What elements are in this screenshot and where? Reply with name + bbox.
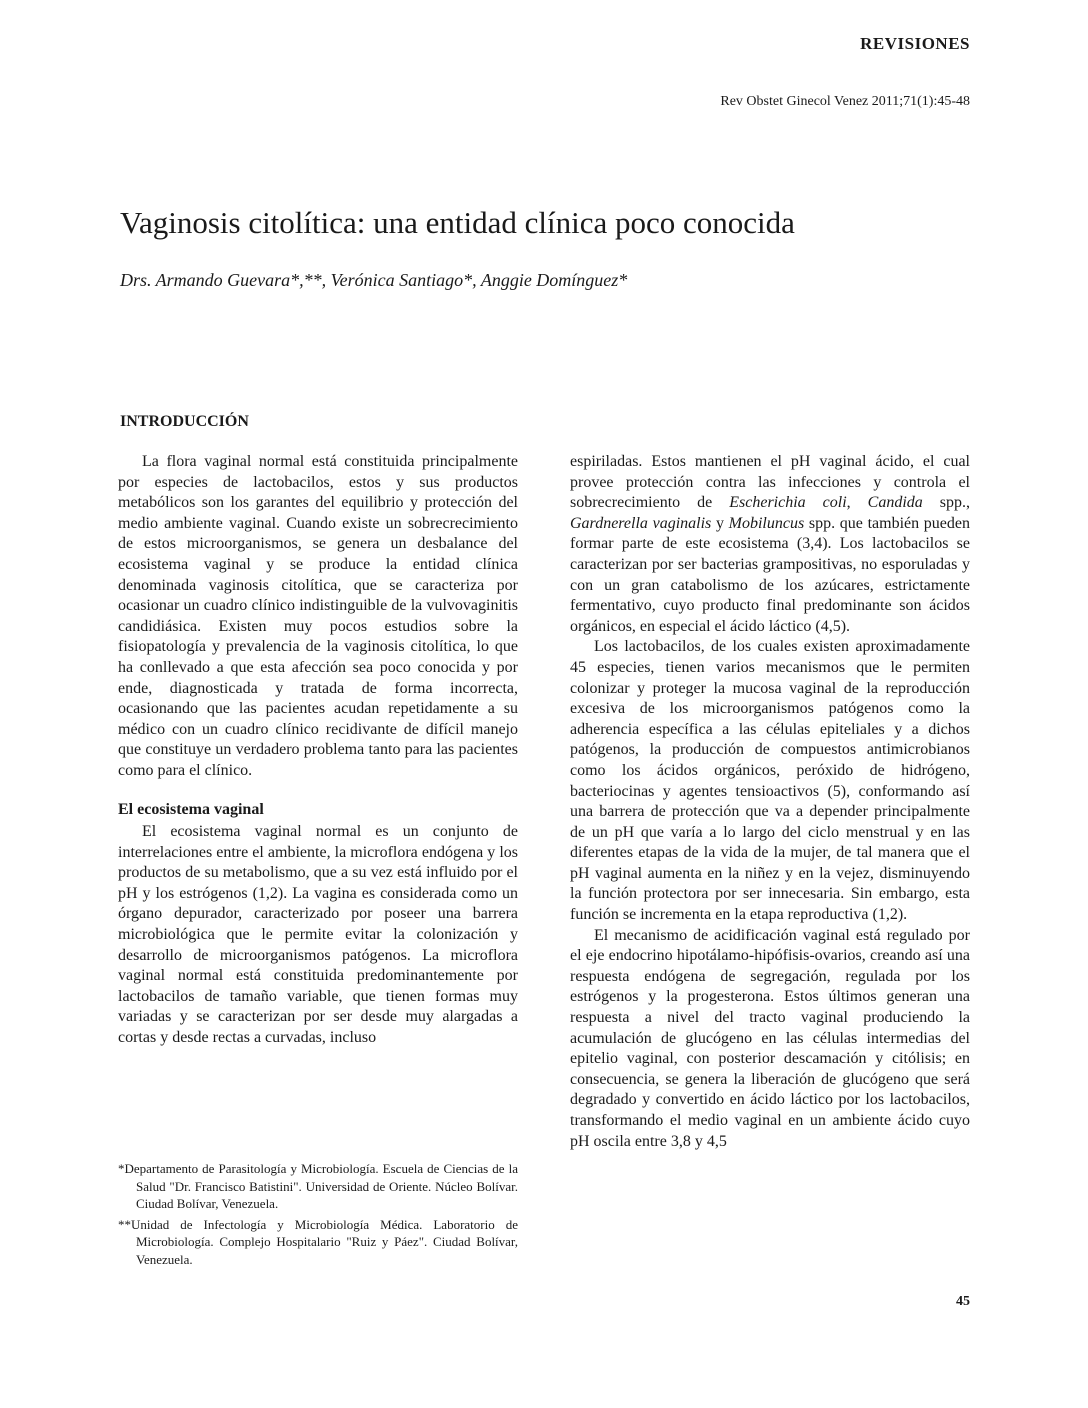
journal-citation: Rev Obstet Ginecol Venez 2011;71(1):45-48 <box>720 94 970 109</box>
section-label: REVISIONES <box>860 34 970 53</box>
affiliation-footnotes <box>118 1160 518 1271</box>
species-name: Escherichia coli <box>729 494 847 512</box>
intro-paragraph: La flora vaginal normal está constituida principalmente por especies de lactobacilos, estos y sus productos metabólicos son los garantes del equilibrio y protección del medio ambiente vaginal. Cuando existe un sobrecrecimiento de estos microorganismos, se genera un desbalance del ecosistema vaginal y se produce la entidad clínica denominada vaginosis citolítica, que se caracteriza por ocasionar un cuadro clínico indistinguible de la vulvovaginitis candidiásica. Existen muy pocos estudios sobre la fisiopatología y prevalencia de la vaginosis citolítica, lo que ha conllevado a que esta afección sea poco conocida y por ende, diagnosticada y tratada de forma incorrecta, ocasionando que las pacientes acudan repetidamente a su médico con un cuadro clínico recidivante de difícil manejo que constituye un verdadero problema tanto para las pacientes como para el clínico. <box>118 453 518 779</box>
footnote-affiliation-2: **Unidad de Infectología y Microbiología Médica. Laboratorio de Microbiología. Complejo Hospitalario "Ruiz y Páez". Ciudad Bolívar, Venezuela. <box>118 1216 518 1267</box>
section-heading-introduction: INTRODUCCIÓN <box>120 413 249 430</box>
subsection-heading-ecosystem: El ecosistema vaginal <box>118 800 264 818</box>
text-run: spp. que también pueden formar parte de este ecosistema (3,4). Los lactobacilos se caracterizan por ser bacterias grampositivas, no esporuladas y con un gran catabolismo de los azúcares, estrictamente fermentativo, cuyo producto final predominante son ácidos orgánicos, en especial el ácido láctico (4,5). <box>570 514 970 635</box>
species-name: Mobiluncus <box>728 514 805 532</box>
continuation-paragraph <box>570 452 970 637</box>
article-title: Vaginosis citolítica: una entidad clínica poco conocida <box>120 205 795 240</box>
page-number: 45 <box>956 1294 970 1309</box>
text-run: spp., <box>922 494 970 512</box>
text-run: y <box>711 514 729 532</box>
footnote-affiliation-1: *Departamento de Parasitología y Microbiología. Escuela de Ciencias de la Salud "Dr. Francisco Batistini". Universidad de Oriente. Núcleo Bolívar. Ciudad Bolívar, Venezuela. <box>118 1161 518 1211</box>
text-run: , <box>846 494 868 512</box>
lactobacilli-paragraph: Los lactobacilos, de los cuales existen aproximadamente 45 especies, tienen varios mecanismos que le permiten colonizar y proteger la mucosa vaginal de la reproducción excesiva de los microorganismos patógenos como la adherencia específica a las células epiteliales y a dichos patógenos, la producción de compuestos antimicrobianos como los ácidos orgánicos, peróxido de hidrógeno, bacteriocinas y agentes tensioactivos (5), conformando así una barrera de protección que va a depender principalmente de un pH que varía a lo largo del ciclo menstrual y en las diferentes etapas de la vida de la mujer, de tal manera que el pH vaginal aumenta en la niñez y en la vejez, disminuyendo la función protectora por ser innecesaria. Sin embargo, esta función se incrementa en la etapa reproductiva (1,2). <box>570 638 970 924</box>
ecosystem-paragraph: El ecosistema vaginal normal es un conjunto de interrelaciones entre el ambiente, la microflora endógena y los productos de su metabolismo, que a su vez está influido por el pH y los estrógenos (1,2). La vagina es considerada como un órgano depurador, caracterizado por poseer una barrera microbiológica que le permite evitar la colonización y desarrollo de microorganismos patógenos. La microflora vaginal normal está constituida predominantemente por lactobacilos de tamaño variable, que tienen formas muy variadas y se caracterizan por ser desde muy alargadas a cortas y desde rectas a curvadas, incluso <box>118 823 518 1047</box>
species-name: Candida <box>867 494 923 512</box>
left-column <box>118 452 518 1049</box>
species-name: Gardnerella vaginalis <box>570 514 712 532</box>
author-list: Drs. Armando Guevara*,**, Verónica Santiago*, Anggie Domínguez* <box>120 270 628 290</box>
text-run: espiriladas. Estos mantienen el pH vaginal ácido, el cual provee protección contra las infecciones y controla el sobrecrecimiento de <box>570 453 970 512</box>
acidification-paragraph: El mecanismo de acidificación vaginal está regulado por el eje endocrino hipotálamo-hipófisis-ovarios, creando así una respuesta endógena de segregación, regulada por los estrógenos y la progesterona. Estos últimos generan una respuesta a nivel del tracto vaginal produciendo la acumulación de glucógeno en las células intermedias del epitelio vaginal, con posterior descamación y citólisis; en consecuencia, se genera la liberación de glucógeno que será degradado y convertido en ácido láctico por los lactobacilos, transformando el medio vaginal en un ambiente ácido cuyo pH oscila entre 3,8 y 4,5 <box>570 926 970 1150</box>
right-column <box>570 452 970 1152</box>
